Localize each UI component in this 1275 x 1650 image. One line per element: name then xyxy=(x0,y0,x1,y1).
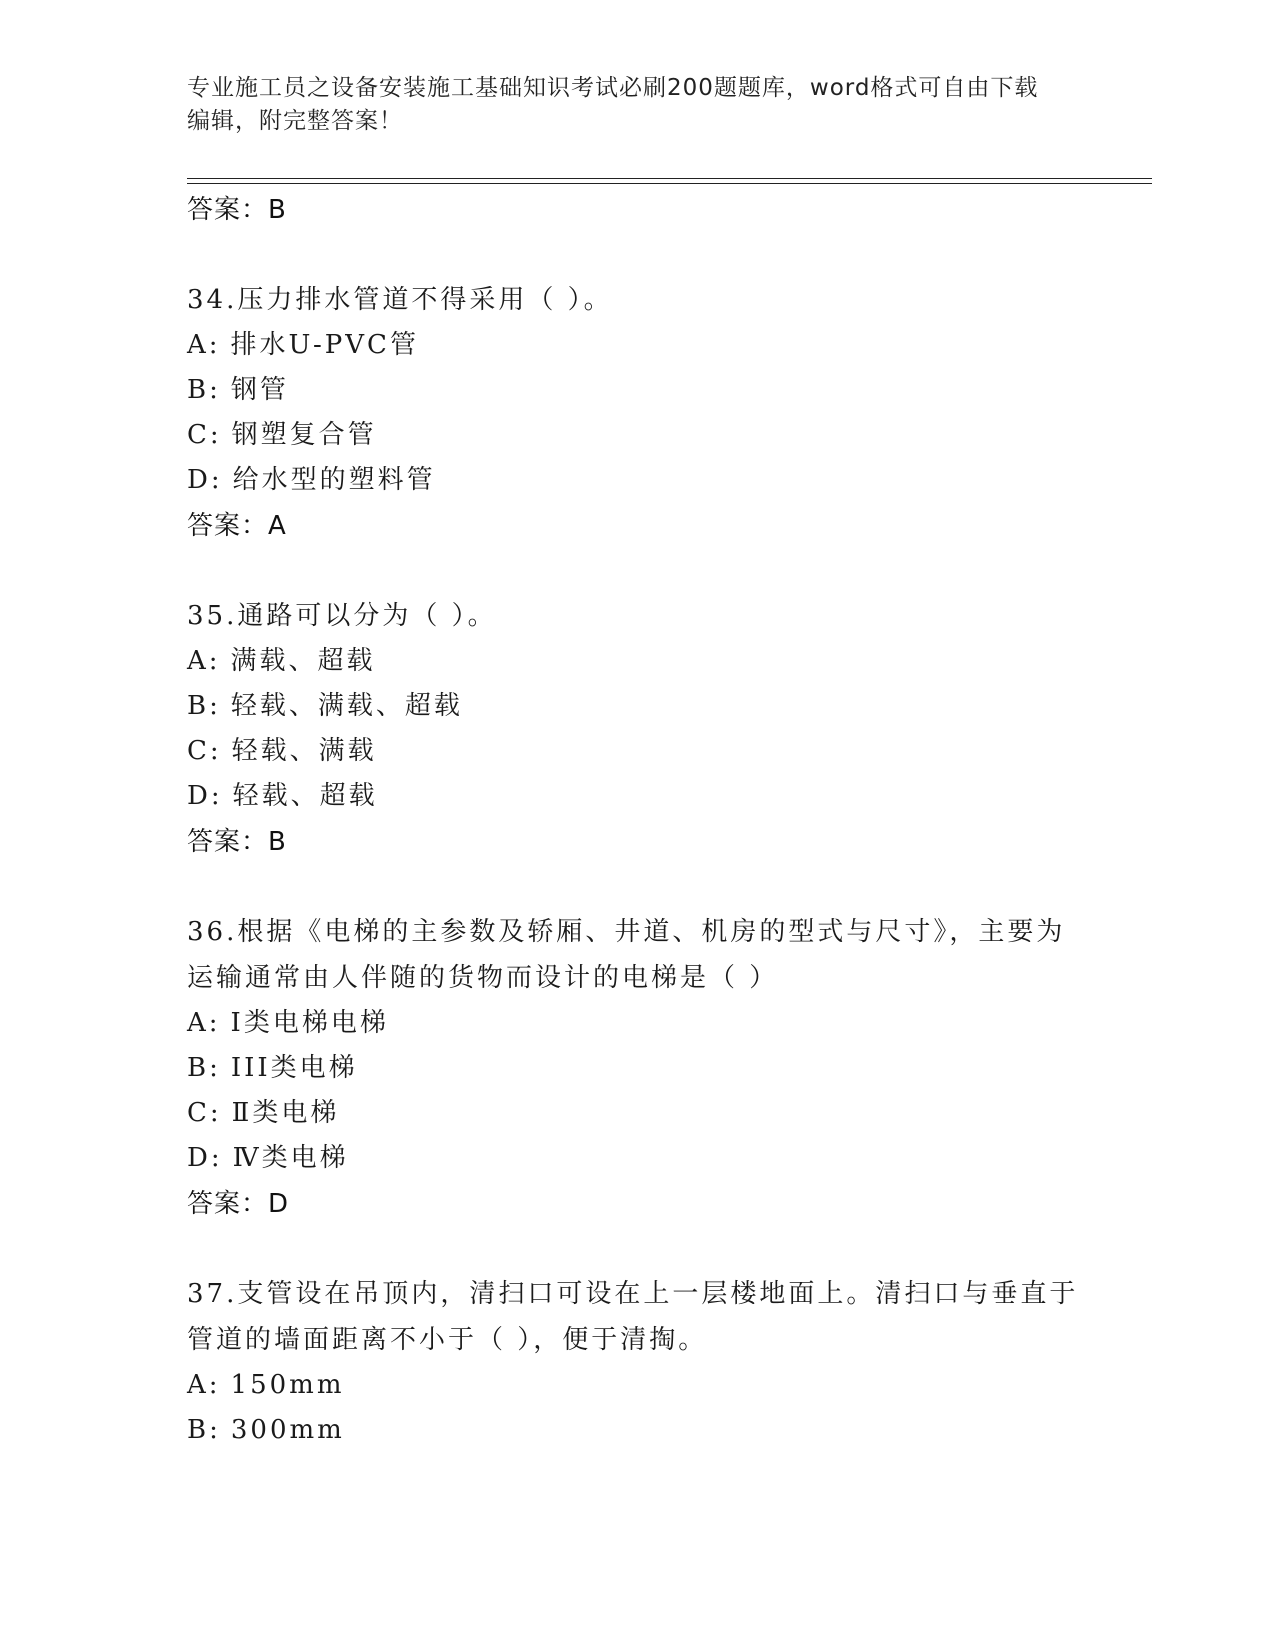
option-a xyxy=(187,1363,1087,1408)
option-text: 钢塑复合管 xyxy=(231,420,377,450)
option-key: B: xyxy=(187,691,221,721)
option-key: B: xyxy=(187,1415,221,1445)
option-key: A: xyxy=(187,330,221,360)
option-d xyxy=(187,774,1087,819)
header-line-2: 编辑，附完整答案！ xyxy=(187,108,403,134)
question-37 xyxy=(187,1271,1087,1363)
option-text: 满载、超载 xyxy=(230,646,376,676)
option-text: 轻载、超载 xyxy=(232,781,378,811)
option-b xyxy=(187,684,1087,729)
question-text-continued: 管道的墙面距离不小于（ ），便于清掏。 xyxy=(187,1325,708,1355)
answer-line: 答案：D xyxy=(187,1189,290,1219)
question-list xyxy=(187,187,1087,1453)
header-rule-top xyxy=(187,178,1152,179)
question-text: 34.压力排水管道不得采用（ ）。 xyxy=(187,285,613,315)
question-36 xyxy=(187,909,1087,1001)
option-text: 排水U-PVC管 xyxy=(230,330,419,360)
question-text: 36.根据《电梯的主参数及轿厢、井道、机房的型式与尺寸》，主要为 xyxy=(187,917,1066,947)
option-b xyxy=(187,368,1087,413)
option-key: B: xyxy=(187,375,221,405)
option-text: III类电梯 xyxy=(230,1053,358,1083)
option-key: A: xyxy=(187,1008,221,1038)
answer-line: 答案：A xyxy=(187,511,287,541)
option-a xyxy=(187,639,1087,684)
option-text: Ⅱ类电梯 xyxy=(231,1098,340,1128)
option-key: C: xyxy=(187,1098,222,1128)
option-text: 轻载、满载、超载 xyxy=(230,691,463,721)
option-c xyxy=(187,413,1087,458)
option-text: 300mm xyxy=(230,1415,345,1445)
block-spacer xyxy=(187,233,1087,277)
question-text: 35.通路可以分为（ ）。 xyxy=(187,601,497,631)
option-b xyxy=(187,1046,1087,1091)
option-key: A: xyxy=(187,646,221,676)
option-c xyxy=(187,729,1087,774)
option-d xyxy=(187,1136,1087,1181)
option-text: Ⅳ类电梯 xyxy=(232,1143,349,1173)
answer-line: 答案：B xyxy=(187,195,287,225)
option-d xyxy=(187,458,1087,503)
document-header xyxy=(187,72,1067,138)
option-text: 钢管 xyxy=(230,375,289,405)
header-rule-bottom xyxy=(187,183,1152,184)
option-text: Ⅰ类电梯电梯 xyxy=(230,1008,389,1038)
option-key: A: xyxy=(187,1370,221,1400)
block-spacer xyxy=(187,865,1087,909)
option-key: D: xyxy=(187,781,223,811)
question-text: 37.支管设在吊顶内，清扫口可设在上一层楼地面上。清扫口与垂直于 xyxy=(187,1279,1079,1309)
option-a xyxy=(187,1001,1087,1046)
option-key: C: xyxy=(187,736,222,766)
option-text: 150mm xyxy=(230,1370,345,1400)
question-35 xyxy=(187,593,1087,639)
option-key: C: xyxy=(187,420,222,450)
answer-line: 答案：B xyxy=(187,827,287,857)
option-c xyxy=(187,1091,1087,1136)
option-key: D: xyxy=(187,465,223,495)
option-text: 轻载、满载 xyxy=(231,736,377,766)
question-text-continued: 运输通常由人伴随的货物而设计的电梯是（ ） xyxy=(187,963,779,993)
option-a xyxy=(187,323,1087,368)
option-b xyxy=(187,1408,1087,1453)
block-spacer xyxy=(187,1227,1087,1271)
option-key: D: xyxy=(187,1143,223,1173)
block-spacer xyxy=(187,549,1087,593)
option-text: 给水型的塑料管 xyxy=(232,465,436,495)
option-key: B: xyxy=(187,1053,221,1083)
question-34 xyxy=(187,277,1087,323)
header-line-1: 专业施工员之设备安装施工基础知识考试必刷200题题库，word格式可自由下载 xyxy=(187,75,1039,101)
